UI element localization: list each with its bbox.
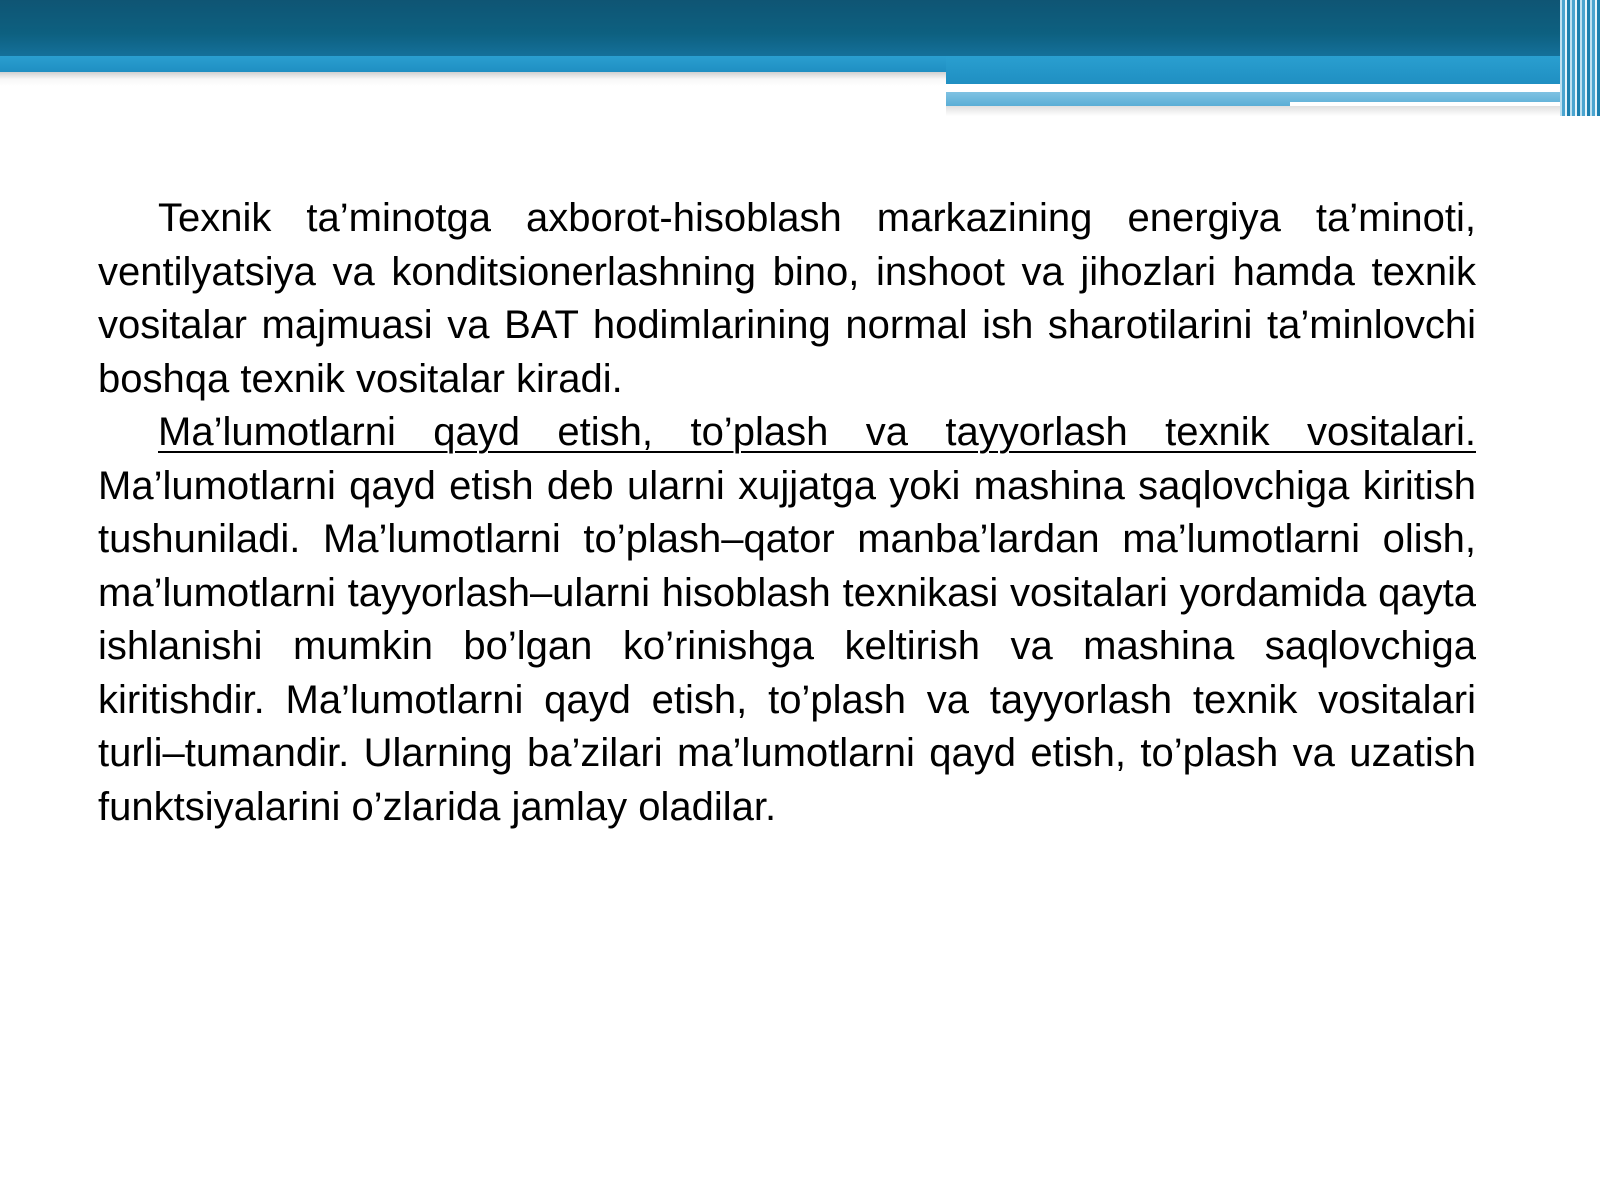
header-white-line — [946, 86, 1482, 90]
slide-body-text — [98, 192, 1476, 834]
header-shadow-right — [946, 106, 1566, 116]
paragraph-data-recording — [98, 406, 1476, 834]
paragraph-data-recording-text: Ma’lumotlarni qayd etish deb ularni xujjatga yoki mashina saqlovchiga kiritish tushuniladi. Ma’lumotlarni to’plash–qator manba’lardan ma’lumotlarni olish, ma’lumotlarni tayyorlash–ularni hisoblash texnikasi vositalari yordamida qayta ishlanishi mumkin bo’lgan ko’rinishga keltirish va mashina saqlovchiga kiritishdir. Ma’lumotlarni qayd etish, to’plash va tayyorlash texnik vositalari turli–tumandir. Ularning ba’zilari ma’lumotlarni qayd etish, to’plash va uzatish funktsiyalarini o’zlarida jamlay oladilar. — [98, 463, 1476, 829]
header-vertical-stripes — [1560, 0, 1600, 116]
section-heading: Ma’lumotlarni qayd etish, to’plash va tayyorlash texnik vositalari. — [158, 410, 1476, 454]
header-bar-light-left — [0, 56, 946, 72]
header-shadow-left — [0, 72, 946, 86]
header-bar-dark — [0, 0, 1600, 56]
header-bar-light-right — [946, 56, 1566, 84]
paragraph-technical-support: Texnik ta’minotga axborot-hisoblash markazining energiya ta’minoti, ventilyatsiya va konditsionerlashning bino, inshoot va jihozlari hamda texnik vositalar majmuasi va BAT hodimlarining normal ish sharotilarini ta’minlovchi boshqa texnik vositalar kiradi. — [98, 196, 1476, 401]
